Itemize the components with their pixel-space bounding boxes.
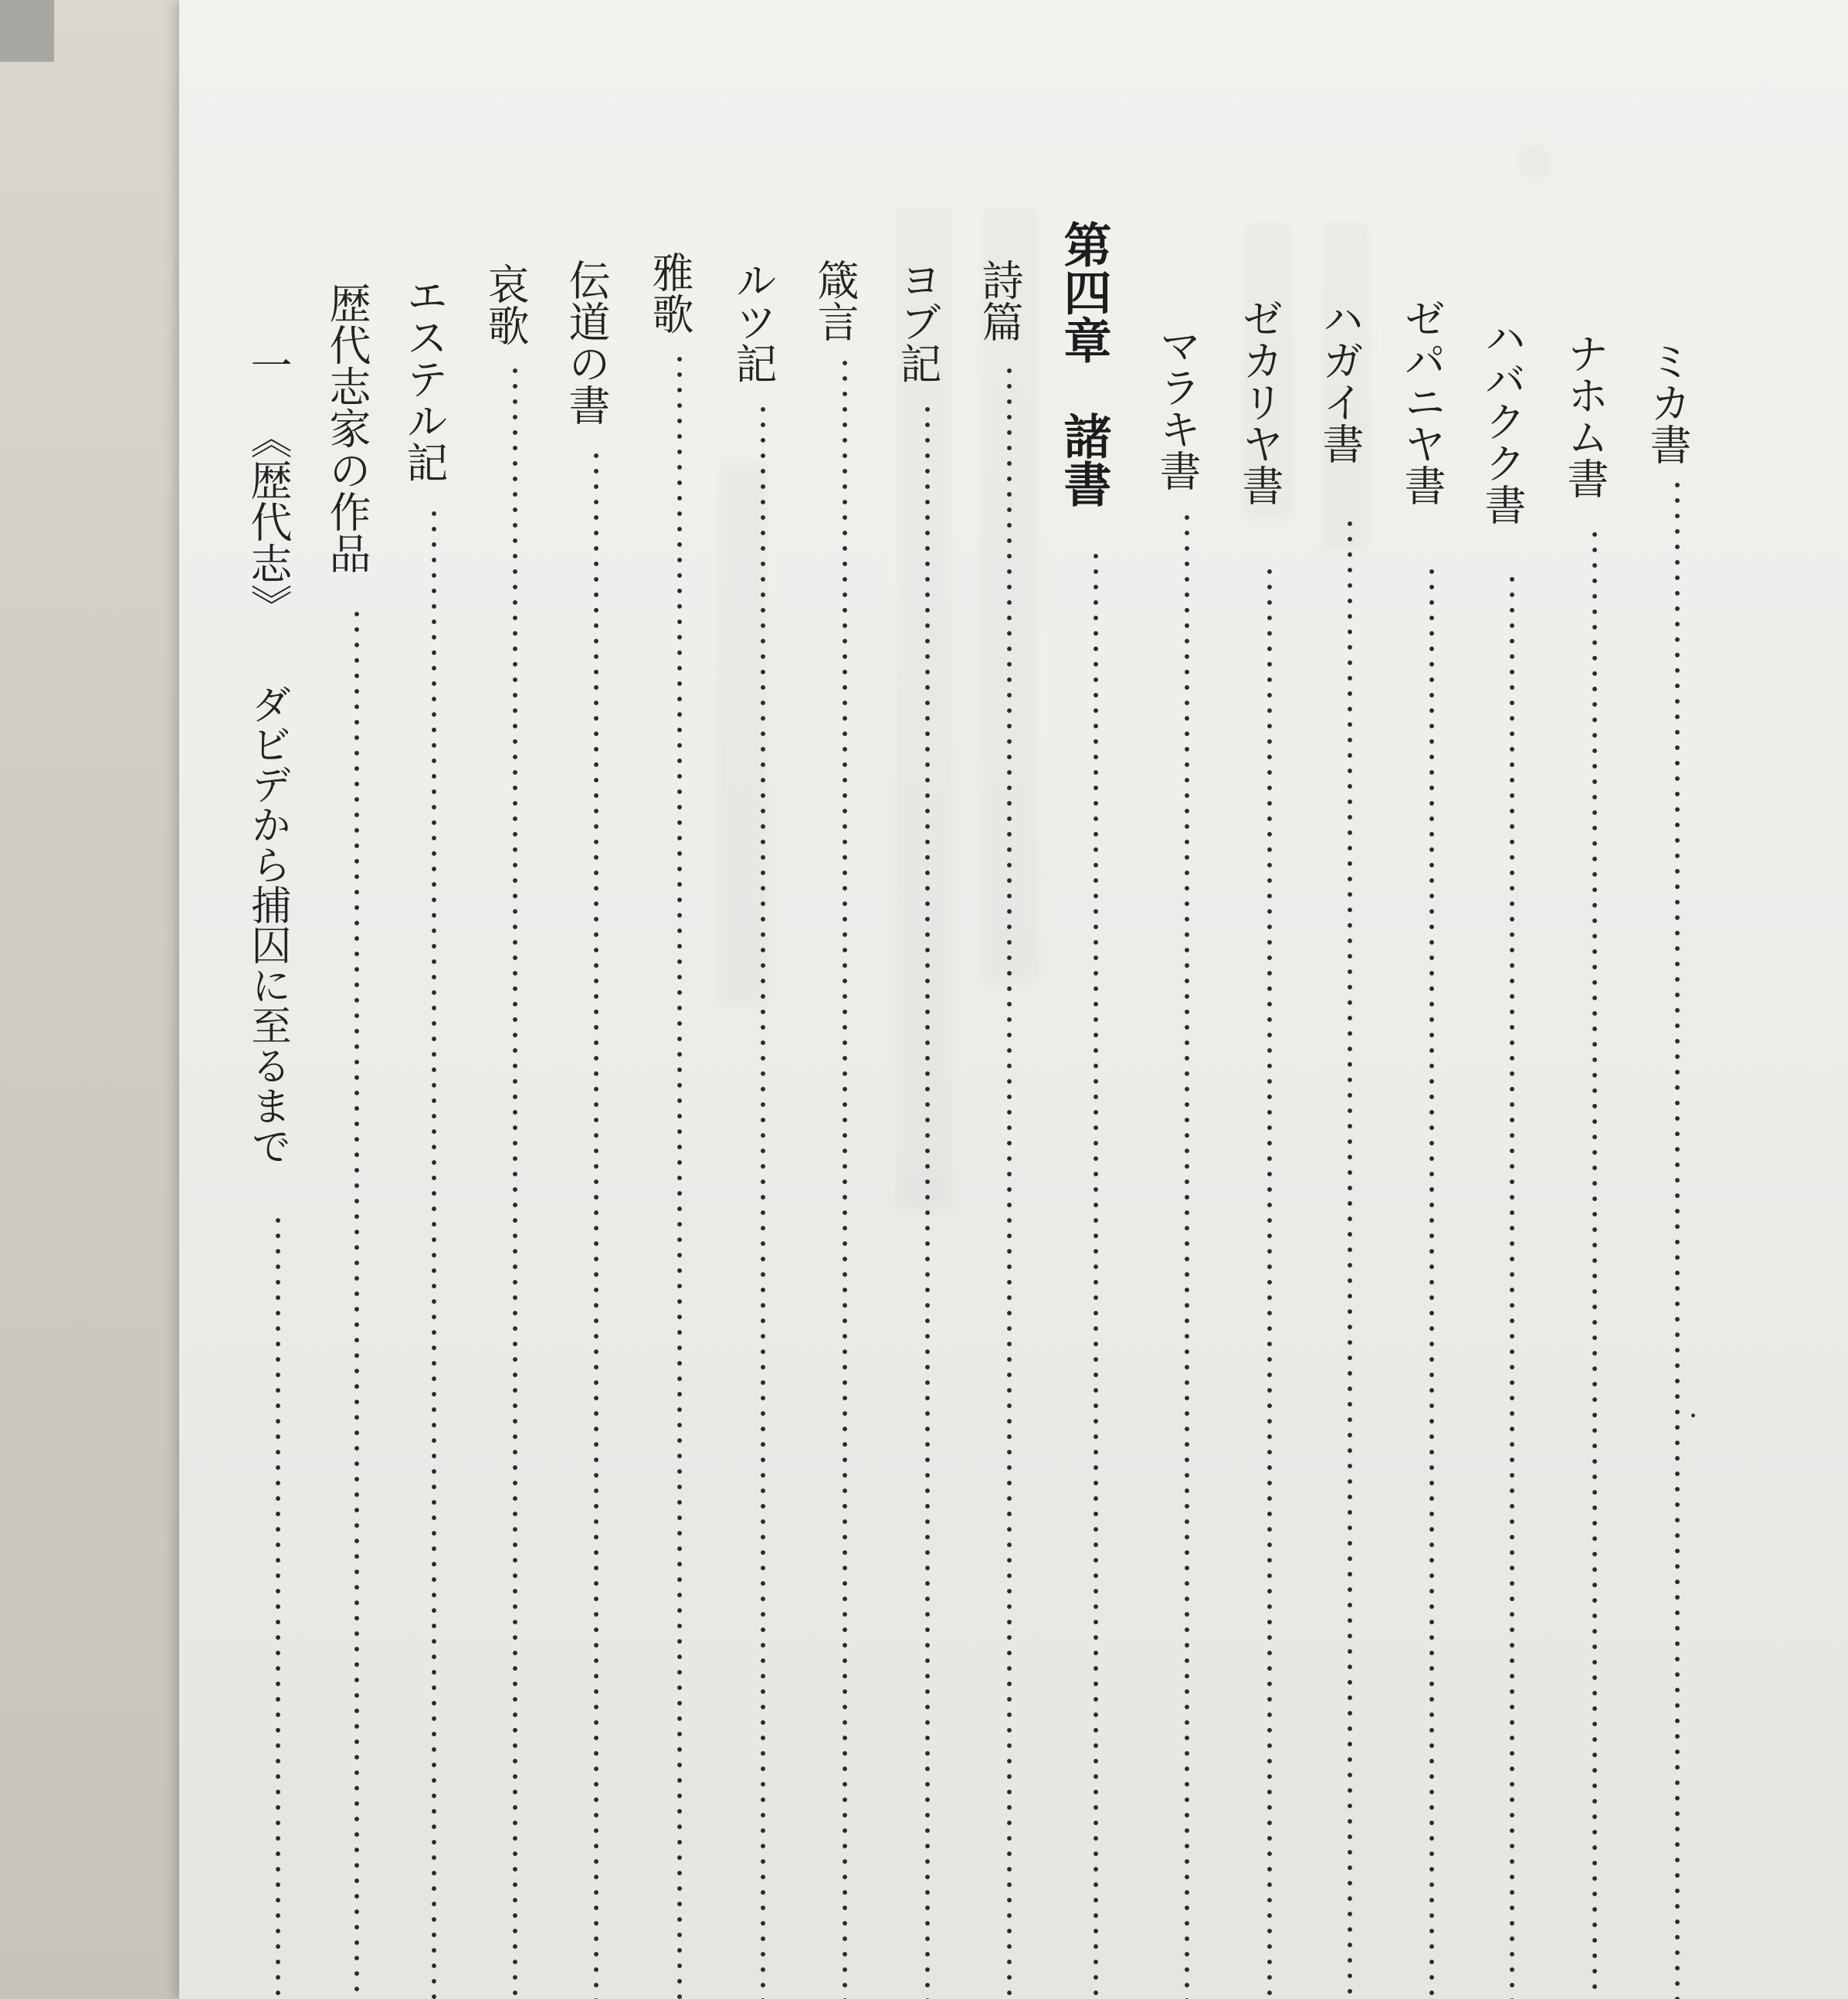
section-subtitle: ダビデから捕囚に至るまで bbox=[244, 684, 290, 1166]
toc-entry-label: 詩篇 bbox=[975, 259, 1024, 342]
toc-entry-label: ヨブ記 bbox=[893, 259, 942, 384]
dot-leader bbox=[1348, 516, 1352, 1999]
dot-leader bbox=[761, 402, 765, 1999]
toc-entry-ruth[interactable] bbox=[729, 0, 794, 1999]
toc-entry-lamentations[interactable] bbox=[481, 0, 546, 1999]
previous-page-edge bbox=[0, 0, 179, 1999]
toc-entry-esther[interactable] bbox=[400, 0, 465, 1999]
toc-entry-label: 箴言 bbox=[811, 259, 860, 342]
toc-entry-label: ハバクク書 bbox=[1478, 317, 1527, 525]
section-title: 《歴代志》 bbox=[244, 417, 293, 626]
toc-entry-ecclesiastes[interactable] bbox=[562, 0, 627, 1999]
toc-entry-label: 哀歌 bbox=[481, 263, 530, 346]
dot-leader bbox=[1007, 363, 1012, 1999]
toc-entry-label: ナホム書 bbox=[1561, 332, 1609, 499]
dot-leader bbox=[843, 355, 847, 1999]
toc-entry-label: 雅歌 bbox=[646, 251, 694, 334]
toc-entry-chronicles-1[interactable] bbox=[244, 0, 309, 1999]
toc-entry-label: ゼカリヤ書 bbox=[1236, 297, 1284, 506]
dot-leader bbox=[276, 1213, 280, 1999]
section-number: 一 bbox=[244, 344, 293, 385]
toc-entry-zephaniah[interactable] bbox=[1398, 0, 1463, 1999]
chapter-heading: 第四章 諸書 bbox=[1056, 220, 1112, 507]
toc-entry-job[interactable] bbox=[893, 0, 958, 1999]
toc-entry-haggai[interactable] bbox=[1316, 0, 1381, 1999]
toc-entry-chronicler[interactable] bbox=[323, 0, 388, 1999]
dot-leader bbox=[1267, 564, 1272, 1999]
toc-entry-label: 歴代志家の作品 bbox=[323, 282, 371, 574]
toc-page bbox=[179, 0, 1848, 1999]
toc-entry-label: ハガイ書 bbox=[1316, 297, 1365, 464]
toc-entry-label: ミカ書 bbox=[1643, 340, 1692, 465]
toc-entry-label: マラキ書 bbox=[1153, 324, 1202, 491]
toc-entry-malachi[interactable] bbox=[1153, 0, 1218, 1999]
dot-leader bbox=[1510, 572, 1514, 1999]
toc-entry-psalms[interactable] bbox=[975, 0, 1040, 1999]
toc-entry-label: ルツ記 bbox=[729, 259, 778, 384]
toc-chapter-4[interactable] bbox=[1056, 0, 1133, 1999]
dot-leader bbox=[1094, 548, 1098, 1999]
corner-shadow bbox=[0, 0, 54, 62]
dot-leader bbox=[513, 363, 517, 1999]
dot-leader bbox=[354, 606, 359, 1999]
toc-entry-habakkuk[interactable] bbox=[1478, 0, 1543, 1999]
toc-entry-label: ゼパニヤ書 bbox=[1398, 297, 1446, 506]
dot-leader bbox=[925, 402, 930, 1999]
dot-leader bbox=[432, 506, 436, 1999]
dot-leader bbox=[677, 351, 682, 1999]
toc-entry-song[interactable] bbox=[646, 0, 710, 1999]
dot-leader bbox=[594, 448, 598, 1999]
toc-entry-zechariah[interactable] bbox=[1236, 0, 1300, 1999]
dot-leader bbox=[1592, 527, 1597, 1999]
paper-speck bbox=[1691, 1414, 1695, 1417]
toc-entry-label: 伝道の書 bbox=[562, 259, 611, 426]
dot-leader bbox=[1429, 564, 1434, 1999]
toc-entry-label: エステル記 bbox=[400, 274, 449, 483]
dot-leader bbox=[1675, 477, 1680, 1999]
toc-entry-nahum[interactable] bbox=[1561, 0, 1626, 1999]
toc-entry-proverbs[interactable] bbox=[811, 0, 876, 1999]
toc-entry-mika[interactable] bbox=[1643, 0, 1708, 1999]
dot-leader bbox=[1185, 510, 1189, 1999]
